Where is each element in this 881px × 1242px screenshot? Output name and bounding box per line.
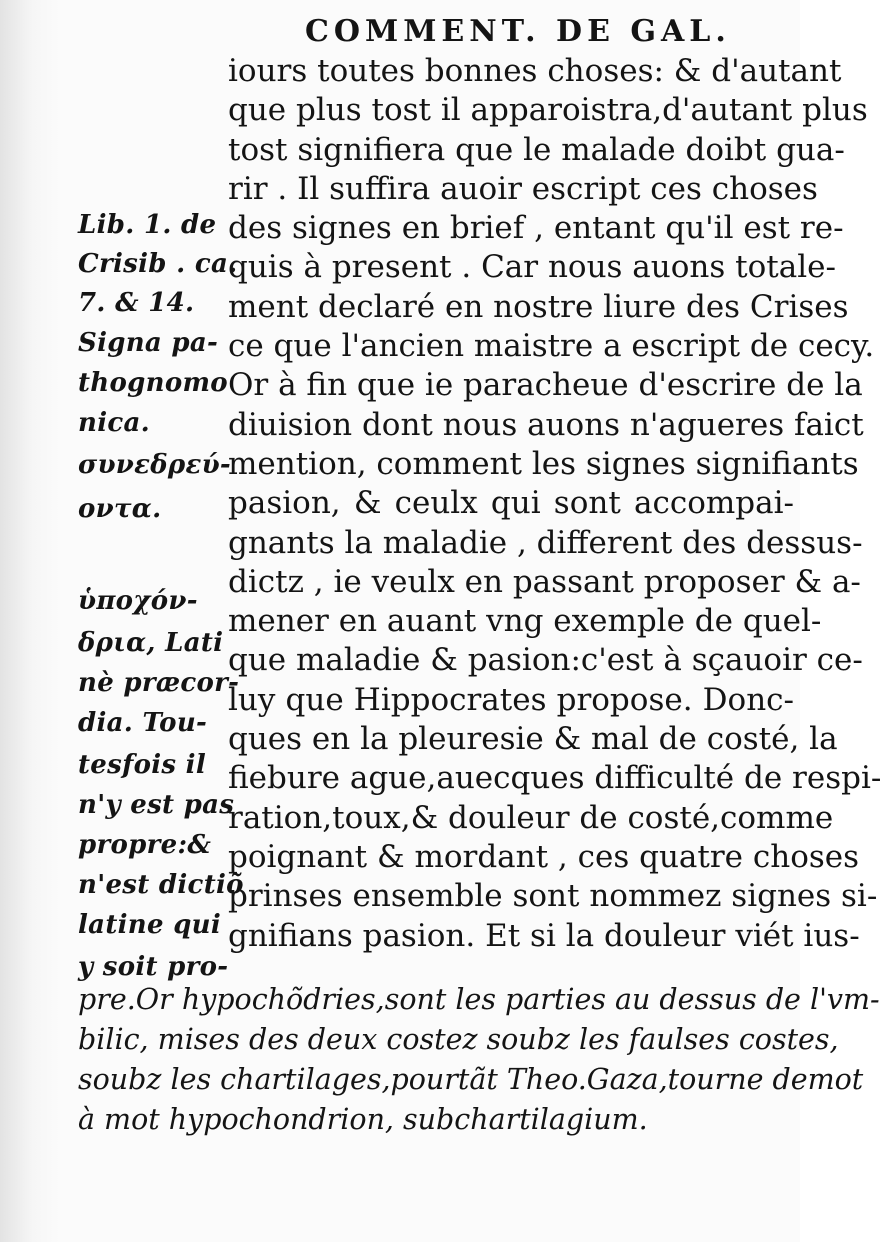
margin-note-line: thognomo [78, 368, 228, 398]
body-text-line: que plus tost il apparoistra,d'autant plus [228, 92, 868, 129]
margin-note-line: y soit pro- [78, 952, 229, 982]
running-head: COMMENT. DE GAL. [305, 14, 731, 49]
body-text-line: diuision dont nous auons n'agueres faict [228, 406, 864, 443]
footnote-line: soubz les chartilages,pourtãt Theo.Gaza,tourne demot [78, 1063, 864, 1096]
body-text-line: pasion, & ceulx qui sont accompai- [228, 485, 794, 522]
footnote-block [78, 980, 880, 1140]
body-text-line: gnants la maladie , different des dessus- [228, 524, 863, 561]
margin-note-line: οντα. [78, 494, 162, 524]
body-text-line: dictz , ie veulx en passant proposer & a- [228, 563, 861, 600]
body-text-line: ration,toux,& douleur de costé,comme [228, 799, 834, 836]
margin-note-line: dia. Tou- [78, 708, 208, 738]
margin-note-line: n'y est pas [78, 790, 235, 820]
main-text-column [228, 52, 881, 956]
body-text-line: mention, comment les signes signifiants [228, 445, 859, 482]
body-text-line: quis à present . Car nous auons totale- [228, 249, 836, 286]
body-text-line: Or à fin que ie paracheue d'escrire de la [228, 367, 863, 404]
margin-note-line: latine qui [78, 910, 222, 940]
body-text-line: luy que Hippocrates propose. Donc- [228, 681, 794, 718]
margin-note-line: συνεδρεύ- [78, 450, 232, 480]
margin-note-line: Signa pa- [78, 328, 219, 358]
body-text-line: tost signifiera que le malade doibt gua- [228, 131, 845, 168]
body-text-line: des signes en brief , entant qu'il est re- [228, 210, 844, 247]
body-text-line: ment declaré en nostre liure des Crises [228, 288, 849, 325]
footnote-line: à mot hypochondrion, subchartilagium. [78, 1103, 648, 1136]
margin-note-line: 7. & 14. [78, 288, 195, 318]
body-text-line: fiebure ague,auecques difficulté de respi- [228, 760, 881, 797]
body-text-line: ques en la pleuresie & mal de costé, la [228, 721, 838, 758]
margin-note-line: Lib. 1. de [78, 210, 217, 240]
margin-note-line: tesfois il [78, 750, 207, 780]
body-text-line: poignant & mordant , ces quatre choses [228, 838, 860, 875]
margin-note-line: propre:& [78, 830, 212, 860]
margin-note-line: nè præcor- [78, 668, 240, 698]
margin-note-line: ὑποχόν- [78, 586, 198, 616]
footnote-line: pre.Or hypochõdries,sont les parties au dessus de l'vm- [78, 983, 880, 1016]
body-text-line: mener en auant vng exemple de quel- [228, 603, 822, 640]
body-text-line: que maladie & pasion:c'est à sçauoir ce- [228, 642, 863, 679]
gutter-shadow [0, 0, 60, 1242]
margin-note-line: n'est dictiõ [78, 870, 244, 900]
margin-note-line: δρια, Lati [78, 628, 224, 658]
margin-note-line: nica. [78, 408, 151, 438]
margin-note-line: Crisib . ca. [78, 249, 238, 279]
body-text-line: iours toutes bonnes choses: & d'autant [228, 53, 842, 89]
body-text-line: ce que l'ancien maistre a escript de cecy. [228, 328, 875, 365]
bleed-through-ink [92, 80, 99, 105]
footnote-line: bilic, mises des deux costez soubz les faulses costes, [78, 1023, 839, 1056]
body-text-line: rir . Il suffira auoir escript ces choses [228, 170, 818, 207]
body-text-line: gnifians pasion. Et si la douleur viét ius- [228, 917, 860, 954]
body-text-line: prinses ensemble sont nommez signes si- [228, 878, 878, 915]
